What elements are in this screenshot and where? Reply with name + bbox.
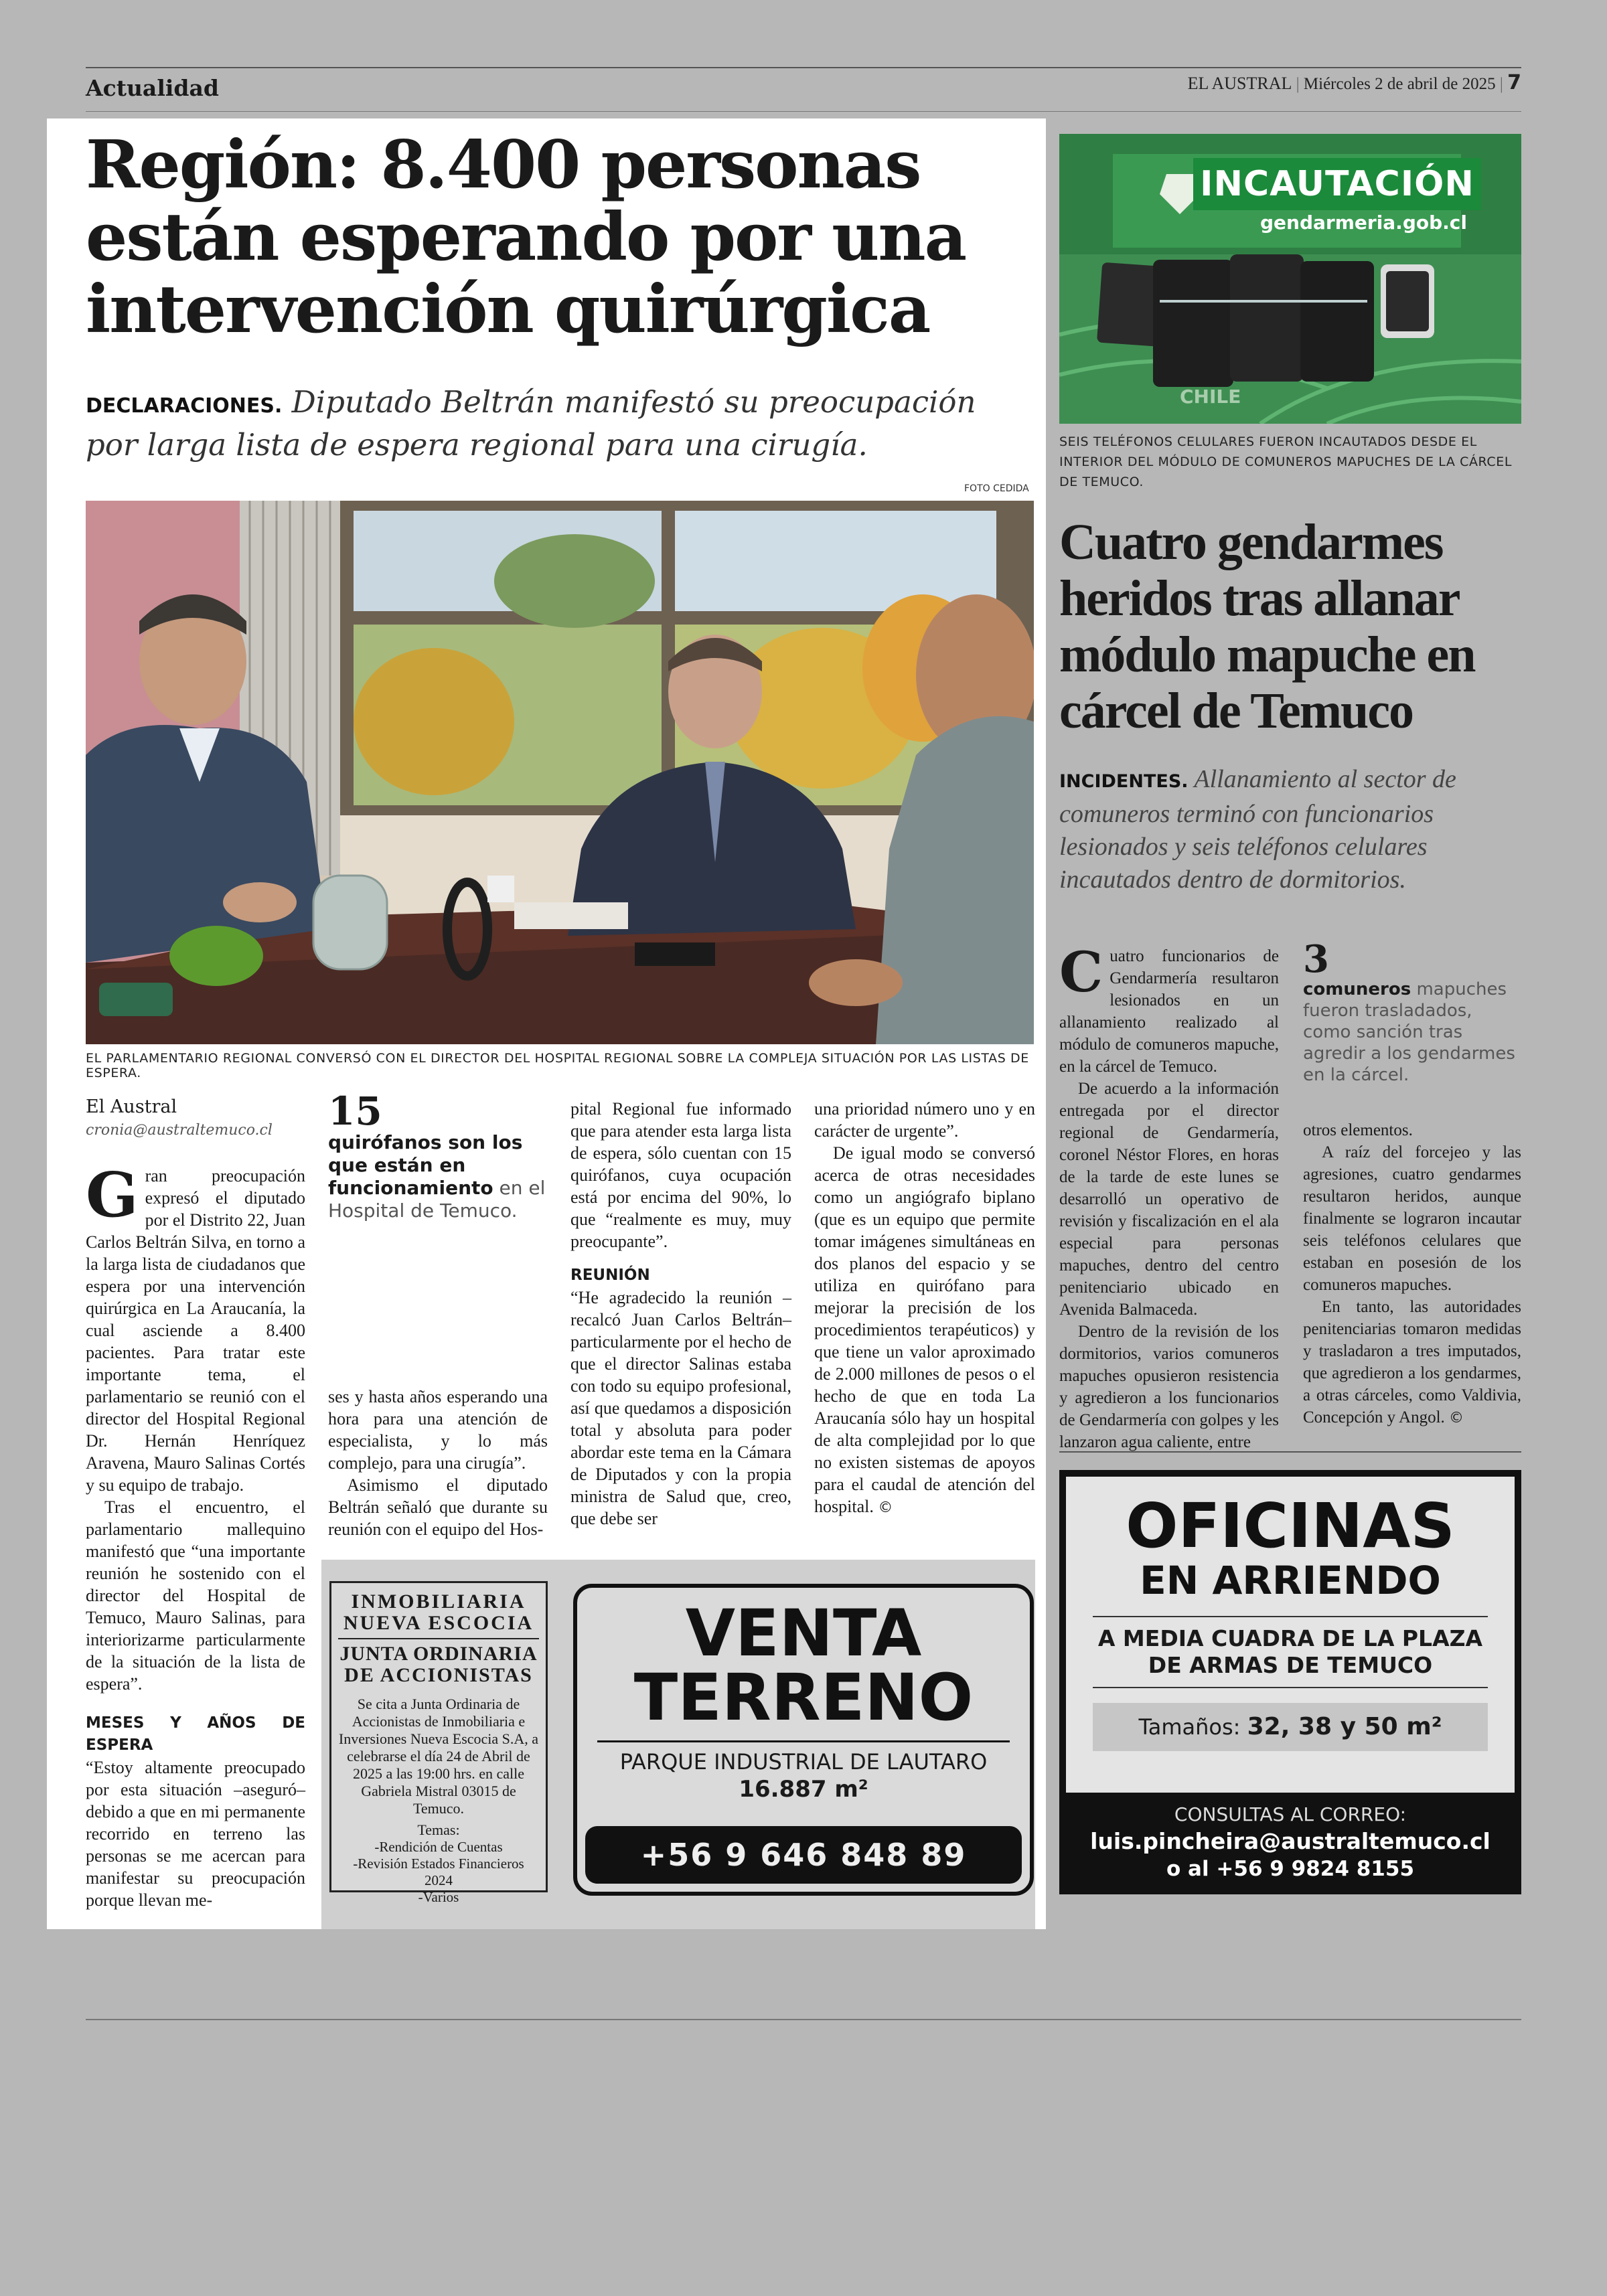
ad-inmo-title1: INMOBILIARIA xyxy=(351,1590,526,1613)
folio: EL AUSTRAL | Miércoles 2 de abril de 2025 | 7 xyxy=(1187,71,1521,94)
main-col1-para-2: Tras el encuentro, el parlamentario mallequino manifestó que “una importante reunión he sostenido con el director del Hospital de Temuco, Mauro Salinas, para interiorizarme particularmente de la situación de la lista de espera”. xyxy=(86,1497,305,1694)
side-fact-text xyxy=(1303,979,1521,1086)
header-top-rule xyxy=(86,67,1521,68)
side-photo-caption: SEIS TELÉFONOS CELULARES FUERON INCAUTADOS DESDE EL INTERIOR DEL MÓDULO DE COMUNEROS MAPUCHES DE LA CÁRCEL DE TEMUCO. xyxy=(1059,434,1513,489)
ad-oficinas-contact-label: CONSULTAS AL CORREO: xyxy=(1174,1803,1407,1825)
side-col2-para-1: otros elementos. xyxy=(1303,1121,1413,1139)
main-col1-para-1 xyxy=(86,1159,305,1496)
main-col-1 xyxy=(86,1159,305,1911)
footer-rule xyxy=(86,2019,1521,2020)
section-label: Actualidad xyxy=(86,75,219,101)
side-dropcap: C xyxy=(1059,940,1103,1005)
side-col2-text-3: En tanto, las autoridades penitenciarias tomaron medidas y trasladaron a tres imputados, que agredieron a los gendarmes, a otras cárceles, como Valdivia, Concepción y Angol. xyxy=(1303,1298,1521,1426)
main-fact-box xyxy=(328,1088,548,1222)
side-fact-box xyxy=(1303,937,1521,1086)
side-photo xyxy=(1059,134,1521,424)
ad-oficinas-phone: o al +56 9 9824 8155 xyxy=(1166,1857,1415,1881)
main-fact-rest: en el Hospital de Temuco. xyxy=(328,1177,546,1222)
side-col-1 xyxy=(1059,940,1279,1453)
main-col1-para-3: “Estoy altamente preocupado por esta situación –aseguró– debido a que en mi permanente recorrido en terreno las personas se me acercan para manifestar su preocupación porque llevan me- xyxy=(86,1758,305,1910)
ad-oficinas-sub1: A MEDIA CUADRA DE LA PLAZA xyxy=(1097,1625,1483,1651)
side-photo-banner: INCAUTACIÓN xyxy=(1193,158,1481,210)
ad-venta-phone: +56 9 646 848 89 xyxy=(585,1826,1022,1884)
side-fact-rest: mapuches fueron trasladados, como sanción tras agredir a los gendarmes en la cárcel. xyxy=(1303,979,1515,1085)
ad-oficinas-line1: OFICINAS xyxy=(1126,1490,1455,1562)
main-kicker: DECLARACIONES. xyxy=(86,394,283,418)
ad-venta-terreno xyxy=(573,1584,1034,1896)
side-col1-para-1 xyxy=(1059,940,1279,1078)
ad-oficinas-line2: EN ARRIENDO xyxy=(1140,1558,1441,1603)
side-deck-block xyxy=(1059,763,1521,896)
main-deck: Diputado Beltrán manifestó su preocupación por larga lista de espera regional para una cirugía. xyxy=(86,384,976,463)
main-col4-para-2 xyxy=(814,1142,1035,1519)
side-headline: Cuatro gendarmes heridos tras allanar módulo mapuche en cárcel de Temuco xyxy=(1059,514,1475,739)
side-end-mark: © xyxy=(1449,1410,1464,1426)
side-col2-para-2: A raíz del forcejeo y las agresiones, cuatro gendarmes resultaron heridos, aunque finalmente se lograron incautar seis teléfonos celulares que estaban en posesión de los comuneros mapuches. xyxy=(1303,1143,1521,1294)
main-col-3 xyxy=(570,1098,791,1530)
byline: El Austral xyxy=(86,1096,177,1117)
side-col1-para-3: Dentro de la revisión de los dormitorios, varios comuneros mapuches opusieron resistencia y agredieron a los funcionarios de Gendarmería con golpes y les lanzaron agua caliente, entre xyxy=(1059,1323,1279,1451)
main-dropcap: G xyxy=(86,1159,139,1231)
byline-email: cronia@australtemuco.cl xyxy=(86,1122,273,1139)
main-subhead-2: REUNIÓN xyxy=(570,1266,650,1284)
main-col-4 xyxy=(814,1098,1035,1519)
main-col4-para-1: una prioridad número uno y en carácter de urgente”. xyxy=(814,1099,1035,1141)
ad-oficinas-divider-1 xyxy=(1093,1616,1488,1617)
ad-oficinas-sizes xyxy=(1093,1703,1488,1751)
ad-inmo-temas-label: Temas: xyxy=(417,1821,460,1838)
side-fact-bold: comuneros xyxy=(1303,979,1411,999)
main-col3-para-1: pital Regional fue informado que para atender esta larga lista de espera, sólo cuentan con 15 quirófanos, cuya ocupación está por encima del 90%, lo que “realmente es muy, muy preocupante”. xyxy=(570,1099,791,1251)
meeting-photo-illustration xyxy=(86,501,1034,1044)
ad-oficinas-sub2: DE ARMAS DE TEMUCO xyxy=(1148,1652,1433,1678)
side-col-2 xyxy=(1303,1119,1521,1429)
main-headline: Región: 8.400 personas están esperando por una intervención quirúrgica xyxy=(86,127,966,348)
ad-inmo-divider xyxy=(338,1638,539,1639)
side-fact-number: 3 xyxy=(1303,937,1329,981)
ad-venta-divider xyxy=(597,1740,1010,1742)
main-fact-bold: quirófanos son los que están en funcionamiento xyxy=(328,1131,523,1199)
ad-oficinas xyxy=(1059,1470,1521,1894)
side-col2-para-3 xyxy=(1303,1296,1521,1429)
ad-oficinas-divider-2 xyxy=(1093,1687,1488,1688)
ad-inmo-title4: DE ACCIONISTAS xyxy=(344,1664,533,1686)
ad-oficinas-email: luis.pincheira@australtemuco.cl xyxy=(1090,1828,1490,1854)
ad-venta-location: PARQUE INDUSTRIAL DE LAUTARO xyxy=(619,1749,988,1775)
main-fact-text xyxy=(328,1131,548,1222)
ad-inmobiliaria xyxy=(329,1581,548,1905)
main-col2-para-2: Asimismo el diputado Beltrán señaló que durante su reunión con el equipo del Hos- xyxy=(328,1475,548,1539)
side-photo-url: gendarmeria.gob.cl xyxy=(1260,212,1467,234)
header-bottom-rule xyxy=(86,111,1521,112)
photo-credit: FOTO CEDIDA xyxy=(964,483,1029,494)
side-photo-flag: CHILE xyxy=(1180,386,1241,408)
main-fact-number: 15 xyxy=(328,1088,382,1134)
side-deck: Allanamiento al sector de comuneros terminó con funcionarios lesionados y seis teléfonos celulares incautados dentro de dormitorios. xyxy=(1059,765,1456,894)
ad-inmo-body: Se cita a Junta Ordinaria de Accionistas de Inmobiliaria e Inversiones Nueva Escocia S.A, a celebrarse el día 24 de Abril de 2025 a las 19:00 hrs. en calle Gabriela Mistral 03015 de Temuco. xyxy=(338,1696,539,1817)
main-end-mark: © xyxy=(878,1499,893,1516)
main-photo-caption: EL PARLAMENTARIO REGIONAL CONVERSÓ CON EL DIRECTOR DEL HOSPITAL REGIONAL SOBRE LA COMPLEJA SITUACIÓN POR LAS LISTAS DE ESPERA. xyxy=(86,1051,1029,1080)
side-kicker: INCIDENTES. xyxy=(1059,771,1189,792)
side-col1-para-2: De acuerdo a la información entregada por el director regional de Gendarmería, coronel Néstor Flores, en horas de la tarde de este lunes se desarrolló un operativo de revisión y fiscalización en el ala especial para personas mapuches, dentro del centro penitenciario ubicado en Avenida Balmaceda. xyxy=(1059,1080,1279,1319)
ad-oficinas-sizes-label: Tamaños: xyxy=(1138,1714,1241,1740)
main-col4-text-2: De igual modo se conversó acerca de otras necesidades como un angiógrafo biplano (que es un equipo que permite tomar imágenes simultáneas en dos planos del espacio y se utiliza en quirófano para mejorar la precisión de los procedimientos terapéuticos) y que tiene un valor aproximado de 2.000 millones de pesos o el hecho de que en toda La Araucanía sólo hay un hospital de alta complejidad por lo que no existen sistemas de apoyos para el caudal de atención del hospital. xyxy=(814,1143,1035,1516)
ad-venta-line2: TERRENO xyxy=(633,1660,974,1735)
main-col-2 xyxy=(328,1386,548,1540)
page-number: 7 xyxy=(1507,71,1521,94)
main-col1-text-1: ran preocupación expresó el diputado por el Distrito 22, Juan Carlos Beltrán Silva, en torno a la larga lista de ciudadanos que espera por una intervención quirúrgica en La Araucanía, la cual asciende a 8.400 pacientes. Para tratar este importante tema, el parlamentario se reunió con el director del Hospital Regional Dr. Hernán Henríquez Aravena, Mauro Salinas Cortés y su equipo de trabajo. xyxy=(86,1166,305,1495)
ad-oficinas-inner xyxy=(1066,1477,1515,1793)
ad-inmo-tema-2: -Revisión Estados Financieros 2024 xyxy=(353,1856,524,1888)
main-col3-para-2: “He agradecido la reunión –recalcó Juan Carlos Beltrán– particularmente por el hecho de que el director Salinas estaba con todo su equipo profesional, así que quedamos a disposición total y absoluta para poder abordar este tema en la Cámara de Diputados y con la propia ministra de Salud que, creo, que debe ser xyxy=(570,1288,791,1528)
ad-oficinas-sizes-value: 32, 38 y 50 m² xyxy=(1247,1713,1442,1740)
issue-date: Miércoles 2 de abril de 2025 xyxy=(1303,75,1496,93)
ad-inmo-tema-1: -Rendición de Cuentas xyxy=(374,1839,503,1855)
publication-name: EL AUSTRAL xyxy=(1187,74,1292,93)
ad-venta-size: 16.887 m² xyxy=(739,1776,868,1803)
ad-inmo-tema-3: -Varios xyxy=(418,1889,459,1905)
side-bottom-rule xyxy=(1059,1451,1521,1453)
side-col1-text-1: uatro funcionarios de Gendarmería resultaron lesionados en un allanamiento realizado al módulo de comuneros mapuche, en la cárcel de Temuco. xyxy=(1059,947,1279,1076)
ad-inmo-title2: NUEVA ESCOCIA xyxy=(343,1612,534,1634)
main-deck-block xyxy=(86,383,1010,465)
main-photo xyxy=(86,501,1034,1044)
ad-venta-line1: VENTA xyxy=(685,1596,922,1671)
ad-inmo-title3: JUNTA ORDINARIA xyxy=(339,1643,538,1665)
main-col2-para-1: ses y hasta años esperando una hora para una atención de especialista, y lo más complejo, para una cirugía”. xyxy=(328,1387,548,1473)
main-subhead-1: MESES Y AÑOS DE ESPERA xyxy=(86,1714,305,1754)
